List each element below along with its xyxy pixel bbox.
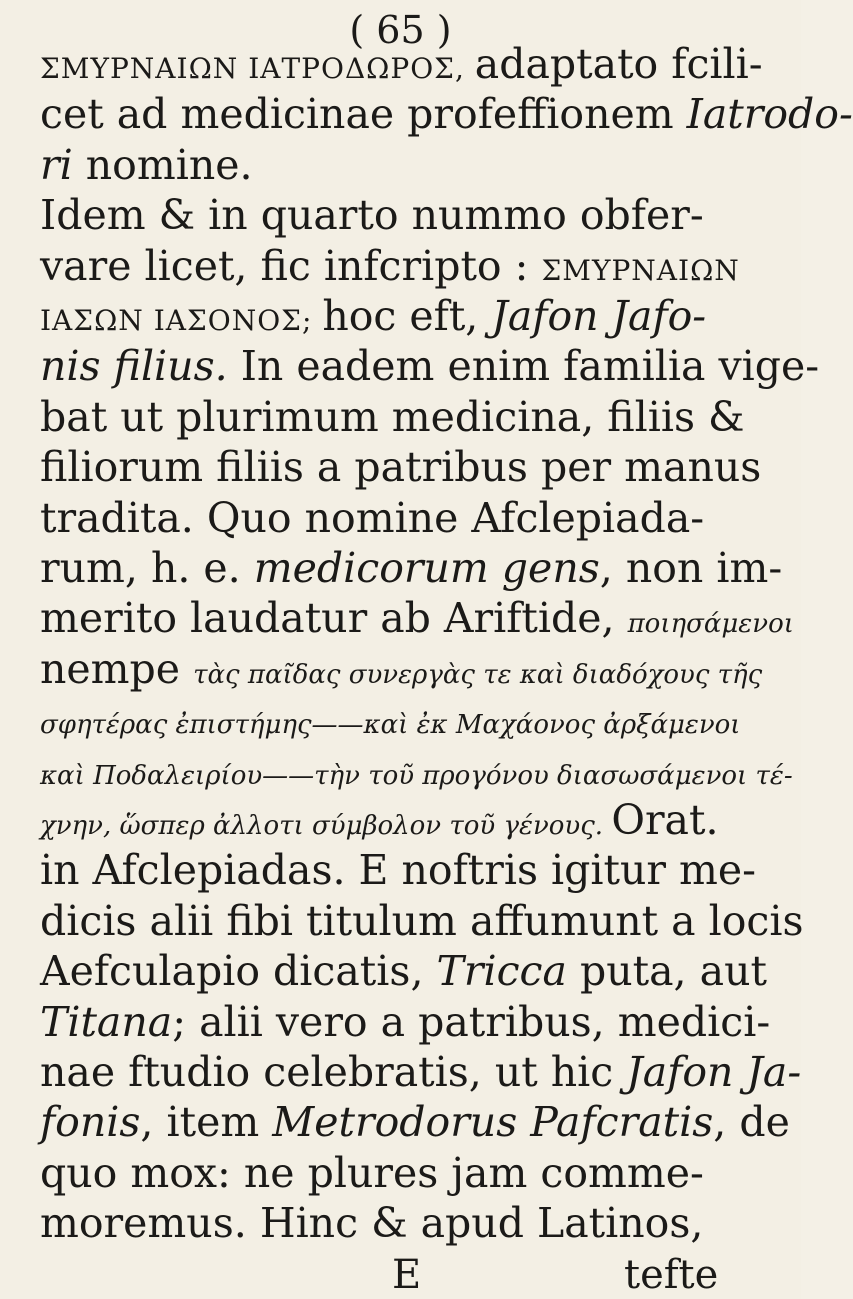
text-run: καὶ Ποδαλειρίου——τὴν τοῦ προγόνου διασωσάμενοι τέ-: [40, 760, 793, 791]
text-run: nae ftudio celebratis, ut hic: [40, 1048, 627, 1096]
text-run: adaptato fcili-: [474, 40, 763, 88]
text-run: nis filius.: [40, 342, 228, 391]
text-line: [40, 342, 820, 391]
text-line: [40, 191, 783, 240]
text-run: ΣΜΥΡΝΑΙΩΝ ΙΑΤΡΟΔΩΡΟΣ,: [40, 52, 475, 85]
text-run: τὰς παῖδας συνεργὰς τε καὶ διαδόχους τῆς: [193, 659, 763, 690]
text-run: ΣΜΥΡΝΑΙΩΝ: [541, 253, 740, 287]
text-run: nomine.: [72, 140, 253, 189]
text-run: , de: [713, 1098, 790, 1147]
text-run: in Afclepiadas. E noftris igitur me-: [40, 846, 757, 895]
text-line: [40, 896, 804, 945]
text-line: [40, 40, 783, 88]
text-run: fonis: [40, 1098, 141, 1147]
text-line: [40, 90, 853, 139]
text-run: ποιησάμενοι: [627, 609, 794, 640]
text-line: [40, 392, 783, 441]
text-run: σφητέρας ἐπιστήμης——καὶ ἐκ Μαχάονος ἀρξάμενοι: [40, 710, 741, 741]
text-line: [40, 544, 783, 592]
text-run: rum, h. e.: [40, 544, 254, 592]
text-run: Aefculapio dicatis,: [40, 947, 437, 996]
text-run: Idem & in quarto nummo obfer-: [40, 191, 704, 240]
text-run: tradita. Quo nomine Afclepiada-: [40, 493, 705, 542]
text-run: vare licet, fic infcripto :: [40, 241, 542, 290]
page-number: ( 65 ): [349, 8, 452, 52]
text-run: Tricca: [436, 947, 567, 996]
text-run: Orat.: [611, 796, 719, 844]
text-run: In eadem enim familia vige-: [227, 342, 820, 391]
text-run: bat ut plurimum medicina, filiis &: [40, 392, 745, 441]
text-line: [40, 750, 793, 791]
text-run: Metrodorus Pafcratis: [272, 1098, 714, 1147]
text-line: [40, 699, 783, 740]
signature-mark: E: [392, 1252, 422, 1298]
text-run: ri: [40, 140, 73, 189]
text-line: [40, 846, 783, 895]
text-run: , non im-: [599, 544, 783, 592]
text-line: [40, 140, 783, 189]
text-run: Titana: [40, 997, 173, 1046]
text-line: [40, 493, 783, 542]
text-run: , item: [140, 1098, 273, 1147]
text-run: ΙΑΣΩΝ ΙΑΣΟΝΟΣ;: [40, 304, 323, 337]
text-run: cet ad medicinae profeffionem: [40, 90, 687, 139]
text-line: [40, 241, 783, 290]
text-run: filiorum filiis a patribus per manus: [40, 443, 762, 492]
text-run: χνην, ὥσπερ ἀλλοτι σύμβολον τοῦ γένους.: [40, 811, 612, 841]
text-run: Jafon Ja-: [626, 1048, 802, 1096]
text-run: Jafon Jafo-: [491, 292, 707, 340]
text-run: quo mox: ne plures jam comme-: [40, 1148, 704, 1197]
text-line: [40, 292, 783, 340]
text-line: [40, 443, 783, 492]
text-line: [40, 1048, 802, 1096]
text-run: ; alii vero a patribus, medici-: [172, 997, 771, 1046]
text-run: puta, aut: [566, 947, 767, 996]
text-line: [40, 644, 783, 693]
text-run: dicis alii fibi titulum affumunt a locis: [40, 896, 804, 945]
text-run: medicorum gens: [253, 544, 600, 592]
text-line: [40, 796, 783, 844]
text-run: nempe: [40, 644, 194, 693]
text-line: [40, 1148, 783, 1197]
text-line: [40, 1199, 783, 1248]
text-run: merito laudatur ab Ariftide,: [40, 594, 628, 643]
text-run: Iatrodo-: [686, 90, 853, 139]
catchword: tefte: [624, 1252, 719, 1298]
text-run: hoc eft,: [322, 292, 492, 340]
text-run: moremus. Hinc & apud Latinos,: [40, 1199, 704, 1248]
text-line: [40, 947, 783, 996]
text-line: [40, 1098, 790, 1147]
text-line: [40, 997, 783, 1046]
text-line: [40, 594, 794, 643]
